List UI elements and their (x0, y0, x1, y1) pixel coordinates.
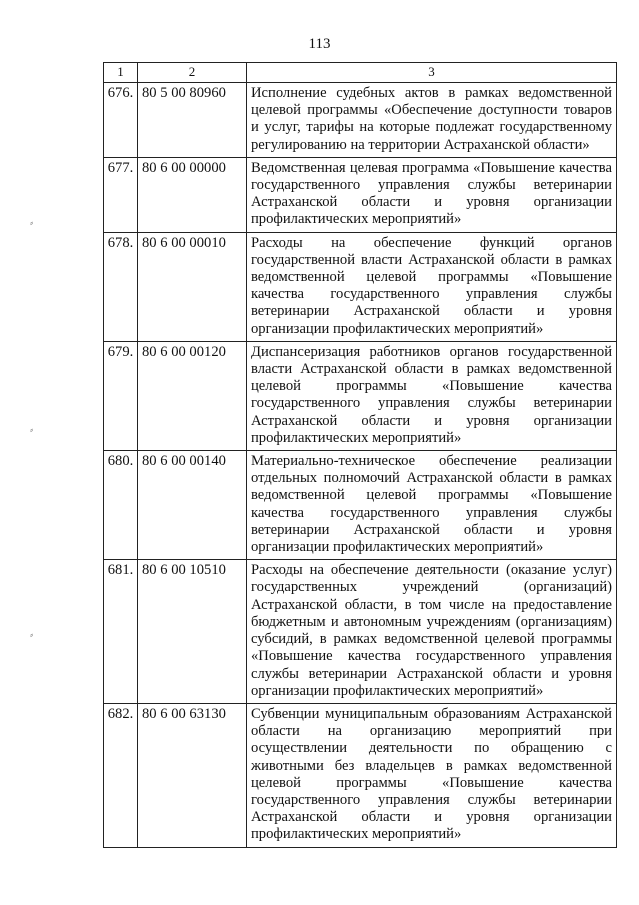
table-row (104, 703, 617, 847)
row-code: 80 6 00 00010 (138, 232, 247, 341)
row-code: 80 6 00 00120 (138, 341, 247, 450)
row-description: Расходы на обеспечение функций органов государственной власти Астраханской области в рамках ведомственной целевой программы «Повышение качества государственного управления службы ветеринарии Астраханской области и уровня организации профилактических мероприятий» (247, 232, 617, 341)
row-description: Ведомственная целевая программа «Повышение качества государственного управления службы ветеринарии Астраханской области и уровня организации профилактических мероприятий» (247, 157, 617, 232)
row-description: Диспансеризация работников органов государственной власти Астраханской области в рамках ведомственной целевой программы «Повышение качества государственного управления службы ветеринарии Астраханской области и уровня организации профилактических мероприятий» (247, 341, 617, 450)
row-code: 80 6 00 00000 (138, 157, 247, 232)
table-row (104, 560, 617, 704)
row-number: 679. (104, 341, 138, 450)
table-row (104, 232, 617, 341)
row-code: 80 6 00 63130 (138, 703, 247, 847)
row-code: 80 6 00 00140 (138, 451, 247, 560)
budget-classification-table (103, 62, 617, 848)
table-header-row (104, 63, 617, 83)
page-number: 113 (308, 36, 331, 52)
row-description: Материально-техническое обеспечение реализации отдельных полномочий Астраханской области в рамках ведомственной целевой программы «Повышение качества государственного управления службы ветеринарии Астраханской области и уровня организации профилактических мероприятий» (247, 451, 617, 560)
row-number: 680. (104, 451, 138, 560)
column-header: 1 (104, 63, 138, 83)
row-number: 677. (104, 157, 138, 232)
table-row (104, 341, 617, 450)
row-description: Расходы на обеспечение деятельности (оказание услуг) государственных учреждений (организаций) Астраханской области, в том числе на предоставление бюджетным и автономным учреждениям (организациям) субсидий, в рамках ведомственной целевой программы «Повышение качества государственного управления службы ветеринарии Астраханской области и уровня организации профилактических мероприятий» (247, 560, 617, 704)
row-number: 678. (104, 232, 138, 341)
column-header: 2 (138, 63, 247, 83)
row-description: Исполнение судебных актов в рамках ведомственной целевой программы «Обеспечение доступности товаров и услуг, тарифы на которые подлежат государственному регулированию на территории Астраханской области» (247, 83, 617, 158)
table-row (104, 83, 617, 158)
row-description: Субвенции муниципальным образованиям Астраханской области на организацию мероприятий при осуществлении деятельности по обращению с животными без владельцев в рамках ведомственной целевой программы «Повышение качества государственного управления службы ветеринарии Астраханской области и уровня организации профилактических мероприятий» (247, 703, 617, 847)
scan-mark: ⸗ (30, 218, 34, 229)
row-number: 676. (104, 83, 138, 158)
row-number: 681. (104, 560, 138, 704)
table-row (104, 451, 617, 560)
row-code: 80 6 00 10510 (138, 560, 247, 704)
column-header: 3 (247, 63, 617, 83)
scan-mark: ⸗ (30, 425, 34, 436)
table-row (104, 157, 617, 232)
scan-mark: ⸗ (30, 630, 34, 641)
row-code: 80 5 00 80960 (138, 83, 247, 158)
row-number: 682. (104, 703, 138, 847)
